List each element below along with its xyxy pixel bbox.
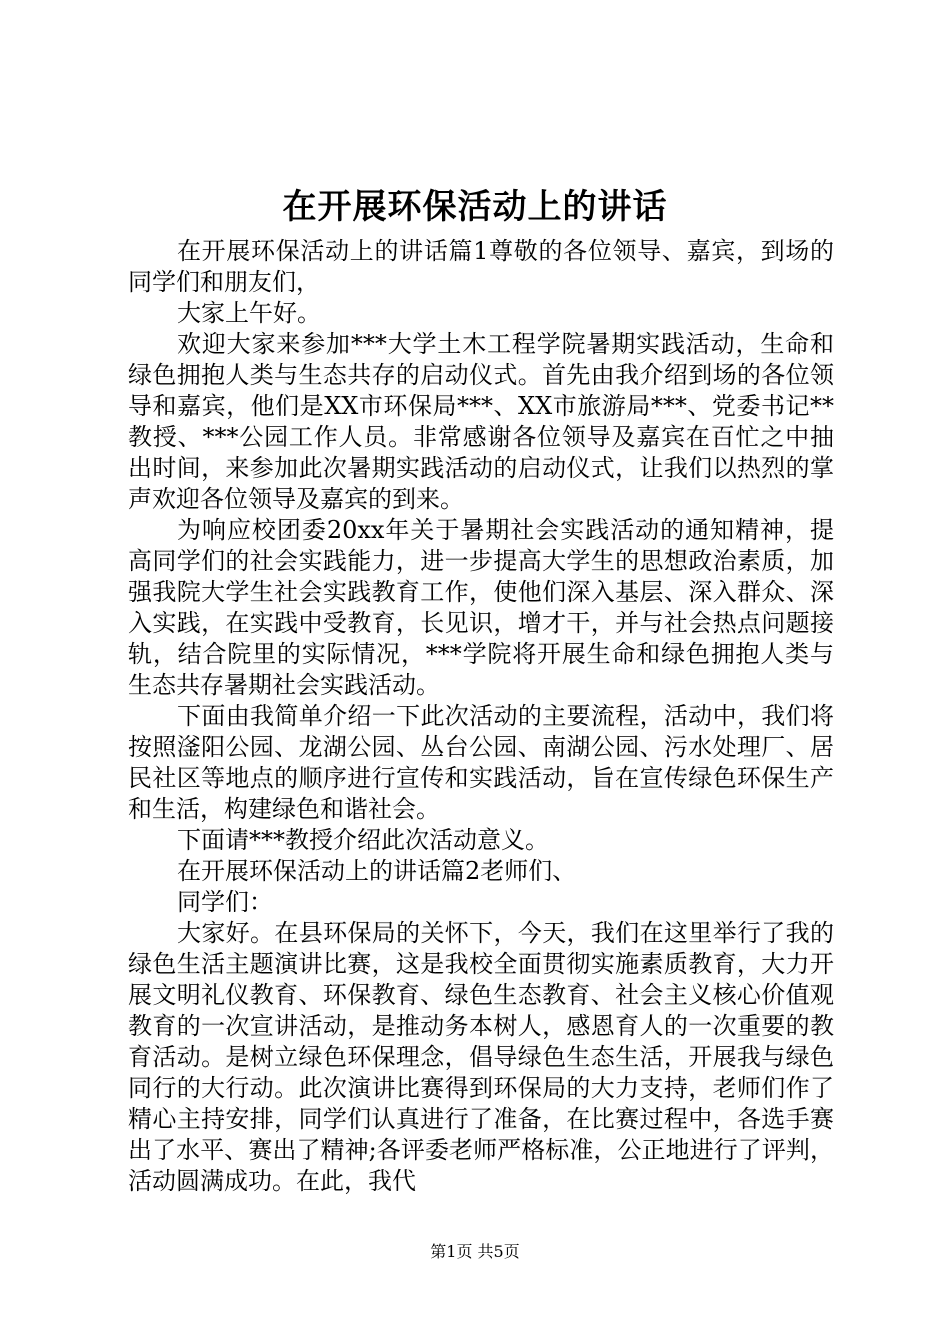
paragraph-5: 下面由我简单介绍一下此次活动的主要流程，活动中，我们将按照滏阳公园、龙湖公园、丛台公园、南湖公园、污水处理厂、居民社区等地点的顺序进行宣传和实践活动，旨在宣传绿色环保生产和生活，构建绿色和谐社会。 xyxy=(128,702,834,823)
page-number-footer: 第1页 共5页 xyxy=(430,1242,520,1261)
paragraph-9: 大家好。在县环保局的关怀下，今天，我们在这里举行了我的绿色生活主题演讲比赛，这是我校全面贯彻实施素质教育，大力开展文明礼仪教育、环保教育、绿色生态教育、社会主义核心价值观教育的一次宣讲活动，是推动务本树人，感恩育人的一次重要的教育活动。是树立绿色环保理念，倡导绿色生态生活，开展我与绿色同行的大行动。此次演讲比赛得到环保局的大力支持，老师们作了精心主持安排，同学们认真进行了准备，在比赛过程中，各选手赛出了水平、赛出了精神;各评委老师严格标准，公正地进行了评判，活动圆满成功。在此，我代 xyxy=(128,919,834,1195)
paragraph-3: 欢迎大家来参加***大学土木工程学院暑期实践活动，生命和绿色拥抱人类与生态共存的启动仪式。首先由我介绍到场的各位领导和嘉宾，他们是XX市环保局***、XX市旅游局***、党委书记**教授、***公园工作人员。非常感谢各位领导及嘉宾在百忙之中抽出时间，来参加此次暑期实践活动的启动仪式，让我们以热烈的掌声欢迎各位领导及嘉宾的到来。 xyxy=(128,330,834,513)
paragraph-2: 大家上午好。 xyxy=(177,299,321,327)
paragraph-8: 同学们： xyxy=(177,888,273,916)
paragraph-7: 在开展环保活动上的讲话篇2老师们、 xyxy=(177,857,577,885)
paragraph-4: 为响应校团委20xx年关于暑期社会实践活动的通知精神，提高同学们的社会实践能力，进一步提高大学生的思想政治素质，加强我院大学生社会实践教育工作，使他们深入基层、深入群众、深入实践，在实践中受教育，长见识，增才干，并与社会热点问题接轨，结合院里的实际情况，***学院将开展生命和绿色拥抱人类与生态共存暑期社会实践活动。 xyxy=(128,516,834,699)
paragraph-1: 在开展环保活动上的讲话篇1尊敬的各位领导、嘉宾，到场的同学们和朋友们， xyxy=(128,237,834,296)
document-title: 在开展环保活动上的讲话 xyxy=(282,187,668,227)
document-body xyxy=(128,236,834,1197)
paragraph-6: 下面请***教授介绍此次活动意义。 xyxy=(177,826,549,854)
